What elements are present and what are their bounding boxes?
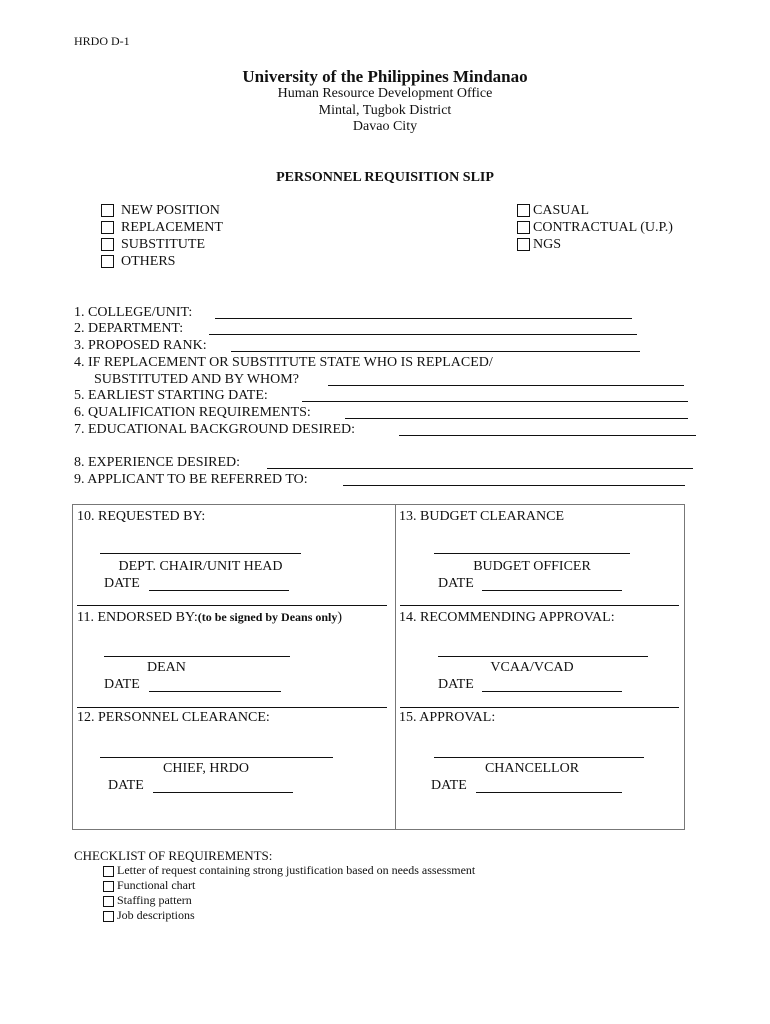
field-replacement-label-2: SUBSTITUTED AND BY WHOM? [94, 372, 299, 387]
recommending-approval-label: 14. RECOMMENDING APPROVAL: [399, 610, 615, 625]
checkbox[interactable] [101, 204, 114, 217]
employment-option-contractual[interactable]: CONTRACTUAL (U.P.) [517, 219, 673, 236]
field-experience-label: 8. EXPERIENCE DESIRED: [74, 455, 241, 470]
hrdo-date-line[interactable] [153, 792, 293, 793]
field-experience-line[interactable] [267, 468, 693, 469]
approval-label: 15. APPROVAL: [399, 710, 496, 725]
field-starting-date-line[interactable] [302, 401, 688, 402]
budget-clearance-signature-line[interactable] [434, 553, 630, 554]
form-title: PERSONNEL REQUISITION SLIP [276, 170, 494, 185]
field-replacement-line[interactable] [328, 385, 684, 386]
requested-by-date-line[interactable] [149, 590, 289, 591]
signature-box-divider [395, 504, 396, 830]
hrdo-date-label: DATE [108, 778, 144, 793]
field-department-label: 2. DEPARTMENT: [74, 321, 184, 336]
budget-officer-title: BUDGET OFFICER [473, 559, 591, 574]
dean-date-line[interactable] [149, 691, 281, 692]
row-divider-left-1 [77, 605, 387, 606]
field-replacement-label: 4. IF REPLACEMENT OR SUBSTITUTE STATE WHO IS REPLACED/ [74, 355, 493, 370]
checkbox[interactable] [517, 204, 530, 217]
field-applicant-label: 9. APPLICANT TO BE REFERRED TO: [74, 472, 308, 487]
endorsed-by-note: (to be signed by Deans only [197, 610, 338, 624]
position-option-replacement[interactable]: REPLACEMENT [101, 219, 223, 236]
vcaa-signature-line[interactable] [438, 656, 648, 657]
budget-clearance-label: 13. BUDGET CLEARANCE [399, 509, 565, 524]
position-option-new[interactable]: NEW POSITION [101, 202, 223, 219]
position-option-substitute[interactable]: SUBSTITUTE [101, 236, 223, 253]
checkbox[interactable] [101, 255, 114, 268]
requested-by-title: DEPT. CHAIR/UNIT HEAD [118, 559, 283, 574]
chancellor-signature-line[interactable] [434, 757, 644, 758]
employment-type-group [517, 202, 673, 253]
field-department-line[interactable] [209, 334, 637, 335]
field-education-line[interactable] [399, 435, 696, 436]
address-line-2: Davao City [352, 119, 418, 134]
checkbox[interactable] [101, 221, 114, 234]
checklist-item[interactable]: Functional chart [103, 878, 475, 893]
hrdo-title: CHIEF, HRDO [163, 761, 249, 776]
checkbox[interactable] [103, 896, 114, 907]
position-option-others[interactable]: OTHERS [101, 253, 223, 270]
university-name: University of the Philippines Mindanao [242, 67, 528, 86]
field-proposed-rank-line[interactable] [231, 351, 640, 352]
budget-date-label: DATE [438, 576, 474, 591]
row-divider-right-2 [400, 707, 679, 708]
requested-by-label: 10. REQUESTED BY: [77, 509, 206, 524]
field-applicant-line[interactable] [343, 485, 685, 486]
checklist-item[interactable]: Letter of request containing strong justification based on needs assessment [103, 863, 475, 878]
checkbox[interactable] [101, 238, 114, 251]
employment-option-ngs[interactable]: NGS [517, 236, 673, 253]
chancellor-date-label: DATE [431, 778, 467, 793]
requested-by-date-label: DATE [104, 576, 140, 591]
office-name: Human Resource Development Office [277, 86, 493, 101]
dean-signature-line[interactable] [104, 656, 290, 657]
budget-date-line[interactable] [482, 590, 622, 591]
field-college-unit-label: 1. COLLEGE/UNIT: [74, 305, 193, 320]
checkbox[interactable] [103, 881, 114, 892]
endorsed-by-label: 11. ENDORSED BY:(to be signed by Deans only) [77, 610, 343, 625]
field-qualification-label: 6. QUALIFICATION REQUIREMENTS: [74, 405, 311, 420]
checkbox[interactable] [517, 238, 530, 251]
checklist-item[interactable]: Job descriptions [103, 908, 475, 923]
checklist-title: CHECKLIST OF REQUIREMENTS: [74, 848, 273, 863]
dean-title: DEAN [147, 660, 186, 675]
field-starting-date-label: 5. EARLIEST STARTING DATE: [74, 388, 268, 403]
position-type-group [101, 202, 223, 270]
checkbox[interactable] [517, 221, 530, 234]
form-code: HRDO D-1 [74, 34, 130, 48]
row-divider-left-2 [77, 707, 387, 708]
vcaa-date-line[interactable] [482, 691, 622, 692]
dean-date-label: DATE [104, 677, 140, 692]
chancellor-date-line[interactable] [476, 792, 622, 793]
field-proposed-rank-label: 3. PROPOSED RANK: [74, 338, 207, 353]
checkbox[interactable] [103, 911, 114, 922]
vcaa-date-label: DATE [438, 677, 474, 692]
field-education-label: 7. EDUCATIONAL BACKGROUND DESIRED: [74, 422, 356, 437]
vcaa-title: VCAA/VCAD [490, 660, 574, 675]
checklist-item[interactable]: Staffing pattern [103, 893, 475, 908]
requested-by-signature-line[interactable] [100, 553, 301, 554]
address-line-1: Mintal, Tugbok District [318, 103, 452, 118]
chancellor-title: CHANCELLOR [484, 761, 580, 776]
field-college-unit-line[interactable] [215, 318, 632, 319]
checklist [103, 863, 475, 923]
hrdo-signature-line[interactable] [100, 757, 333, 758]
checkbox[interactable] [103, 866, 114, 877]
personnel-clearance-label: 12. PERSONNEL CLEARANCE: [77, 710, 270, 725]
employment-option-casual[interactable]: CASUAL [517, 202, 673, 219]
row-divider-right-1 [400, 605, 679, 606]
field-qualification-line[interactable] [345, 418, 688, 419]
